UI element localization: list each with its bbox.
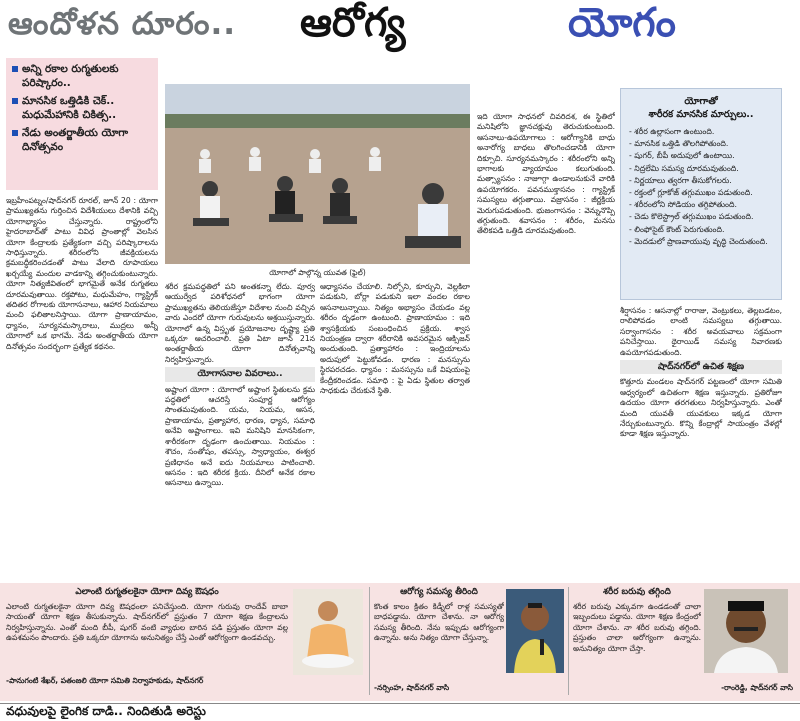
testimonials-band [0,583,800,701]
article-paragraph: ఇది యోగా సాధనలో చివరిదశ, ఈ స్థితిలో మనిషిలోని జ్ఞానచక్షువు తెరుచుకుంటుంది. ఆసనాలు-ఉపయోగాలు : ఆరోగ్యానికి బాధు అనారోగ్య బాధలు తొలగించడానికి యోగా దిక్సూచి. సూర్యనమస్కారం : శరీరంలోని అన్ని భాగాలకు వ్యాయామం కలుగుతుంది. మత్స్యాసనం : నాజూగ్గా ఉండాలనుకునే వారికి ఉపయోగకరం. పవనముక్తాసనం : గ్యాస్ట్రిక్ సమస్యలు తగ్గుతాయి. వజ్రాసనం : జీర్ణక్రియ మెరుగుపడుతుంది. భుజంగాసనం : వెన్నునొప్పి తగ్గుతుంది. శవాసనం : శరీరం, మనసు తేలికపడి ఒత్తిడి దూరమవుతుంది. [477,112,615,236]
yoga-photo [165,84,470,264]
bullet-square-icon [12,98,18,104]
headline-part2: ఆరోగ్య [300,0,406,46]
testimonial-title: ఎలాంటి రుగ్మతలకైనా యోగా దివ్య ఔషధం [75,587,219,597]
highlights-box [6,58,158,190]
benefits-title-line1: యోగాతో [684,96,718,107]
testimonial-text: ఎలాంటి రుగ్మతలకైనా యోగా దివ్య ఔషధంలా పనిచేస్తుంది. యోగా గురువు రాందేవ్ బాబా సాయంతో యోగా శిక్షణ తీసుకున్నాను. షాద్‌నగర్‌లో ప్రస్తుతం 7 యోగా శిక్షణ కేంద్రాలను నిర్వహిస్తున్నాను. ఎంతో మంది బీపీ, షుగర్ వంటి వ్యాధుల బారిన పడి ప్రస్తుతం యోగా వల్ల ఉపశమనం పొందారు. ప్రతి ఒక్కరూ యోగాను అనునిత్యం చేస్తే ఎంతో ఆరోగ్యంగా ఉండవచ్చు. [6,602,288,643]
yoga-benefits-box [620,88,782,300]
article-column-1 [6,196,158,580]
testimonial-3 [573,587,701,697]
section-subheading: యోగాసనాల వివరాలు.. [165,367,315,381]
author-photo-3 [704,589,788,673]
yoga-crowd-illustration [165,84,470,264]
testimonial-text: శరీర బరువు ఎక్కువగా ఉండడంతో చాలా ఇబ్బందులు పడ్డాను. యోగా శిక్షణ కేంద్రంలో యోగా చేశాను. నా శరీర బరువు తగ్గింది. ప్రస్తుతం చాలా ఆరోగ్యంగా ఉన్నాను. అనునిత్యం యోగా చేస్తా. [573,602,701,653]
benefit-item: - షుగర్, బీపీ అదుపులో ఉంటాయి. [629,151,735,161]
article-paragraph: కొత్తూరు మండలం షాద్‌నగర్ పట్టణంలో యోగా సమితి ఆధ్వర్యంలో ఉచితంగా శిక్షణ ఇస్తున్నారు. ప్రతిరోజూ ఉదయం యోగా తరగతులు నిర్వహిస్తున్నారు. ఎంతో మంది యువతీ యువకులు ఇక్కడ యోగా నేర్చుకుంటున్నారు. కొన్ని కేంద్రాల్లో సాయంత్రం వేళల్లో కూడా శిక్షణ ఇస్తున్నారు. [620,377,782,439]
section-subheading: షాద్‌నగర్‌లో ఉచిత శిక్షణ [620,360,782,374]
testimonial-author: -నర్సింహ, షాద్‌నగర్ వాసి [374,683,450,692]
article-paragraph: శరీర క్రమపద్ధతిలో పని అంతకన్నా లేదు. పూర్వ ఆయుర్వేద పరిశోధనలో భాగంగా యోగా ప్రాముఖ్యతను తెలియజేస్తూ విదేశాల నుంచి వచ్చిన వారు ఎందరో యోగా గురువులను ఆశ్రయిస్తున్నారు. యోగాలో ఉన్న విస్తృత ప్రయోజనాల దృష్ట్యా ప్రతి ఒక్కరూ ఆచరించాలి. ప్రతి ఏటా జూన్ 21న అంతర్జాతీయ యోగా దినోత్సవాన్ని నిర్వహిస్తున్నారు. [165,282,315,364]
benefits-box-title [629,95,773,121]
author-photo-1 [293,589,363,675]
benefits-title-line2: శారీరక మానసిక మార్పులు.. [648,109,754,120]
highlight-item [12,62,152,90]
headline [0,0,800,52]
benefit-item: - చెడు కొలెస్ట్రాల్ తగ్గుముఖం పడుతుంది. [629,212,754,222]
man-portrait-icon [704,589,788,673]
man-portrait-icon [506,589,564,673]
highlight-text: అన్ని రకాల రుగ్మతులకు పరిష్కారం.. [22,63,119,89]
article-column-5 [620,306,782,580]
benefit-item: - నిద్రలేమి సమస్య దూరమవుతుంది. [629,163,739,173]
testimonial-author: -పానుగంటి శేఖర్, పతంజలి యోగా సమితి నిర్వాహకుడు, షాద్‌నగర్ [6,676,204,685]
testimonial-text: కొంత కాలం క్రితం కిడ్నీలో రాళ్ల సమస్యతో బాధపడ్డాను. యోగా చేశాను. నా ఆరోగ్య సమస్య తీరింది. నేను ఇప్పుడు ఆరోగ్యంగా ఉన్నాను. అను నిత్యం యోగా చేస్తున్నా. [374,602,504,643]
article-column-3 [320,282,470,580]
article-paragraph: ఇబ్రహీంపట్నం/షాద్‌నగర్ రూరల్, జూన్ 20 : యోగా ప్రాముఖ్యతను గుర్తించిన విదేశీయులు దేశానికి వచ్చి యోగాభ్యాసం చేస్తున్నారు. రాష్ట్రంలోని హైదరాబాద్‌తో పాటు వివిధ ప్రాంతాల్లో వెలసిన యోగా కేంద్రాలకు ప్రత్యేకంగా వచ్చి పరిష్కారాలను సాధిస్తున్నారు. శరీరంలోని జీవక్రియలను క్రమబద్ధీకరించడంతో పాటు వేలాది రూపాయలు ఖర్చయ్యే మందుల వాడకాన్ని తగ్గించుకుంటున్నారు. యోగా నిత్యజీవితంలో భాగమైతే అనేక రుగ్మతలు దూరమవుతాయి. రక్తపోటు, మధుమేహం, గ్యాస్ట్రిక్ తదితర రోగాలకు యోగాసనాలు, ఆహార నియమాలు మంచి ఫలితాలనిస్తాయి. యోగా ప్రాణాయామం, ధ్యానం, సూర్యనమస్కారాలు, ముద్రలు అన్నీ యోగాలో ఒక భాగమే. నేడు అంతర్జాతీయ యోగా దినోత్సవం సందర్భంగా ప్రత్యేక కథనం. [6,196,158,351]
headline-part3: యోగం [568,0,676,46]
testimonial-title: ఆరోగ్య సమస్య తీరింది [400,587,478,597]
next-article-strip [0,703,800,721]
testimonial-2 [374,587,504,697]
headline-part1: ఆందోళన దూరం.. [8,6,237,42]
bullet-square-icon [12,130,18,136]
highlight-text: నేడు అంతర్జాతీయ యోగా దినోత్సవం [22,127,129,153]
testimonial-1 [6,587,288,697]
benefit-item: - నిర్ణయాలు త్వరగా తీసుకోగలరు. [629,175,732,185]
article-column-2 [165,282,315,580]
meditating-person-icon [293,589,363,675]
benefit-item: - శరీర ఉల్లాసంగా ఉంటుంది. [629,127,715,136]
next-article-headline: వధువులపై లైంగిక దాడి.. నిందితుడి అరెస్టు [6,704,206,718]
testimonial-author: -రాంరెడ్డి, షాద్‌నగర్ వాసి [721,683,793,692]
testimonial-title: శరీర బరువు తగ్గింది [603,587,671,597]
article-paragraph: అష్టాంగ యోగా : యోగాలో అష్టాంగ స్థితులను క్రమ పద్ధతిలో ఆచరిస్తే సంపూర్ణ ఆరోగ్యం సొంతమవుతుంది. యమ, నియమ, ఆసన, ప్రాణాయామ, ప్రత్యాహార, ధారణ, ధ్యాన, సమాధి అనేవి అష్టాంగాలు. ఇవి మనిషిని మానసికంగా, శారీరకంగా దృఢంగా ఉంచుతాయి. నియమం : శౌచం, సంతోషం, తపస్సు, స్వాధ్యాయం, ఈశ్వర ప్రణిధానం అనే ఐదు నియమాలు పాటించాలి. ఆసనం : ఇది శరీరక క్రియ. దీనిలో అనేక రకాల ఆసనాలు ఉన్నాయి. [165,384,315,488]
photo-caption: యోగాలో పాల్గొన్న యువత (ఫైల్) [269,268,366,277]
benefit-item: - రక్తంలో గ్లూకోజ్ తగ్గుముఖం పడుతుంది. [629,188,753,198]
benefit-item: - శరీరంలోని సోడియం తగ్గిపోతుంది. [629,200,737,210]
highlight-text: మానసిక ఒత్తిడికి చెక్.. మధుమేహానికి చికిత్స.. [22,95,117,121]
benefit-item: - మానసిక ఒత్తిడి తొలగిపోతుంది. [629,139,729,149]
article-paragraph: ఆధ్యాసనం చేయాలి. నిల్చోని, కూర్చుని, వెల్లకిలా పడుకుని, బోర్లా పడుకుని ఇలా వందల రకాల ఆసనాలున్నాయి. నిత్యం అభ్యాసం చేయడం వల్ల శరీరం దృఢంగా ఉంటుంది. ప్రాణాయామం : ఇది శ్వాసక్రియకు సంబంధించిన ప్రక్రియ. శ్వాస నియంత్రణ ద్వారా శరీరానికి అవసరమైన ఆక్సిజన్ అందుతుంది. ప్రత్యాహారం : ఇంద్రియాలను అదుపులో పెట్టుకోవడం. ధారణ : మనస్సును స్థిరపరచడం. ధ్యానం : మనస్సును ఒకే విషయంపై కేంద్రీకరించడం. సమాధి : పై ఏడు స్థితుల తర్వాత సాధకుడు చేరుకునే స్థితి. [320,282,470,396]
article-paragraph: శీర్షాసనం : ఆసనాల్లో రారాజు, వెంట్రుకలు, తెల్లబడటం, రాలిపోవడం లాంటి సమస్యలు తగ్గుతాయి. సర్వాంగాసనం : శరీర అవయవాలు సక్రమంగా పనిచేస్తాయి. థైరాయిడ్ సమస్య నివారణకు ఉపయోగపడుతుంది. [620,306,782,357]
bullet-square-icon [12,66,18,72]
highlight-item [12,126,152,154]
benefit-item: - లింఫోసైట్ కౌంట్ పెరుగుతుంది. [629,224,725,234]
article-column-4 [477,112,615,580]
benefit-item: - మెదడులో ప్రాణవాయువు వృద్ధి చెందుతుంది. [629,236,768,246]
author-photo-2 [506,589,564,673]
highlight-item [12,94,152,122]
